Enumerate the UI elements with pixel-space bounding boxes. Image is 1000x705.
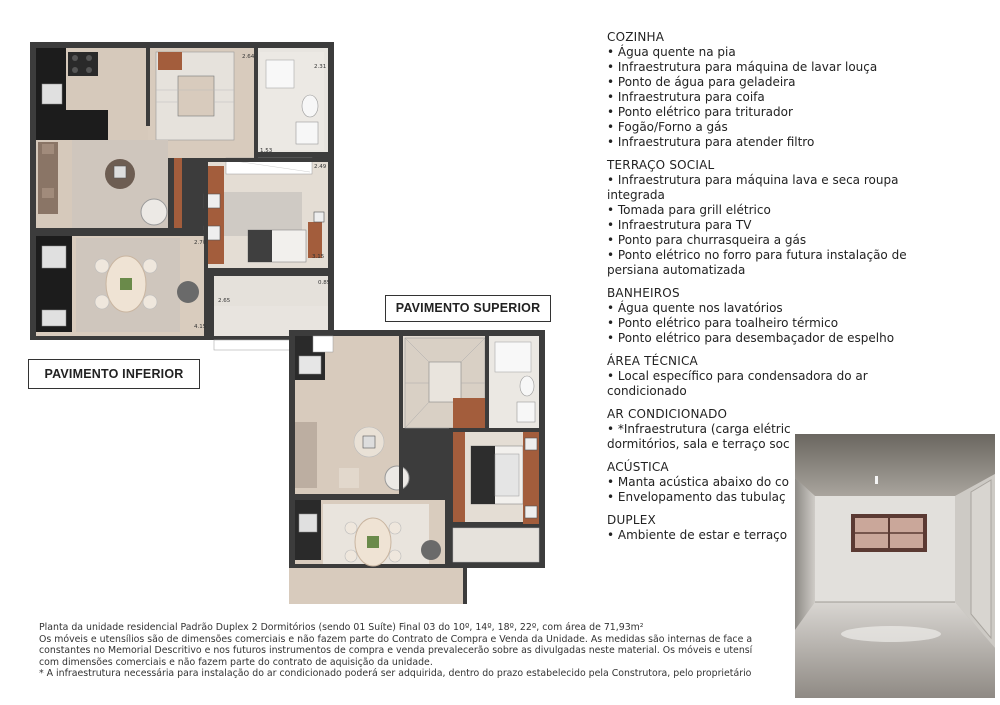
spec-item: • *Infraestrutura (carga elétric bbox=[607, 422, 791, 436]
dimension-label: 0.85 bbox=[318, 280, 331, 286]
note-line: Os móveis e utensílios são de dimensões comerciais e não fazem parte do Contrato de Compra e Venda da Unidade. As medidas são internas de face a bbox=[39, 633, 753, 645]
dimension-label: 2.64 bbox=[242, 54, 255, 60]
dimension-label: 2.70 bbox=[194, 240, 207, 246]
spec-item: condicionado bbox=[607, 384, 687, 398]
spec-item: dormitórios, sala e terraço soc bbox=[607, 437, 790, 451]
dimension-label: 2.31 bbox=[314, 64, 327, 70]
note-line: Planta da unidade residencial Padrão Duplex 2 Dormitórios (sendo 01 Suíte) Final 03 do 10º, 14º, 18º, 22º, com área de 71,93m² bbox=[39, 622, 644, 633]
spec-heading: AR CONDICIONADO bbox=[607, 407, 728, 421]
spec-heading: ACÚSTICA bbox=[607, 460, 669, 474]
spec-section-banheiros bbox=[607, 286, 987, 346]
spec-item: • Ponto para churrasqueira a gás bbox=[607, 233, 807, 247]
dimension-label: 2.49 bbox=[314, 164, 327, 170]
spec-section-area-tecnica bbox=[607, 354, 987, 399]
spec-item: • Infraestrutura para coifa bbox=[607, 90, 765, 104]
spec-item: • Ambiente de estar e terraço bbox=[607, 528, 788, 542]
spec-item: persiana automatizada bbox=[607, 263, 746, 277]
note-line: * A infraestrutura necessária para instalação do ar condicionado poderá ser adquirida, dentro do prazo estabelecido pela Construtora, pelo proprietário bbox=[39, 668, 752, 679]
spec-section-cozinha bbox=[607, 30, 987, 150]
room-photo bbox=[795, 434, 995, 698]
spec-item: • Infraestrutura para atender filtro bbox=[607, 135, 815, 149]
spec-heading: COZINHA bbox=[607, 30, 665, 44]
spec-item: • Fogão/Forno a gás bbox=[607, 120, 728, 134]
upper-floor-plan-drawing bbox=[287, 328, 555, 608]
spec-heading: ÁREA TÉCNICA bbox=[607, 354, 698, 368]
dimension-label: 2.65 bbox=[218, 298, 231, 304]
upper-floor-label: PAVIMENTO SUPERIOR bbox=[385, 295, 551, 322]
dimension-label: 3.15 bbox=[312, 254, 325, 260]
spec-item: • Envelopamento das tubulaç bbox=[607, 490, 786, 504]
room-photo-drawing bbox=[795, 434, 995, 698]
spec-section-terraco-social bbox=[607, 158, 987, 278]
note-line: constantes no Memorial Descritivo e nos futuros instrumentos de compra e venda prevalecerão sobre as divulgadas neste material. Os móveis e utensí bbox=[39, 645, 753, 656]
spec-item: • Infraestrutura para TV bbox=[607, 218, 752, 232]
footnotes bbox=[39, 622, 799, 680]
spec-item: • Ponto elétrico no forro para futura instalação de bbox=[607, 248, 907, 262]
spec-item: • Infraestrutura para máquina lava e seca roupa bbox=[607, 173, 899, 187]
spec-item: • Ponto elétrico para toalheiro térmico bbox=[607, 316, 839, 330]
upper-floor-plan bbox=[287, 328, 555, 608]
note-line: com dimensões comerciais e não fazem parte do contrato de aquisição da unidade. bbox=[39, 656, 433, 668]
spec-item: • Ponto de água para geladeira bbox=[607, 75, 796, 89]
lower-floor-plan bbox=[28, 40, 336, 352]
spec-heading: BANHEIROS bbox=[607, 286, 680, 300]
lower-floor-plan-drawing bbox=[28, 40, 336, 352]
spec-item: • Tomada para grill elétrico bbox=[607, 203, 771, 217]
spec-item: integrada bbox=[607, 188, 665, 202]
spec-item: • Ponto elétrico para desembaçador de espelho bbox=[607, 331, 895, 345]
spec-item: • Água quente nos lavatórios bbox=[607, 301, 783, 315]
spec-heading: DUPLEX bbox=[607, 513, 656, 527]
lower-floor-label: PAVIMENTO INFERIOR bbox=[28, 359, 200, 389]
spec-item: • Local específico para condensadora do ar bbox=[607, 369, 868, 383]
spec-item: • Água quente na pia bbox=[607, 45, 736, 59]
spec-item: • Manta acústica abaixo do co bbox=[607, 475, 789, 489]
spec-item: • Infraestrutura para máquina de lavar louça bbox=[607, 60, 878, 74]
dimension-label: 1.53 bbox=[260, 148, 273, 154]
spec-heading: TERRAÇO SOCIAL bbox=[607, 158, 715, 172]
dimension-label: 4.15 bbox=[194, 324, 207, 330]
spec-item: • Ponto elétrico para triturador bbox=[607, 105, 793, 119]
